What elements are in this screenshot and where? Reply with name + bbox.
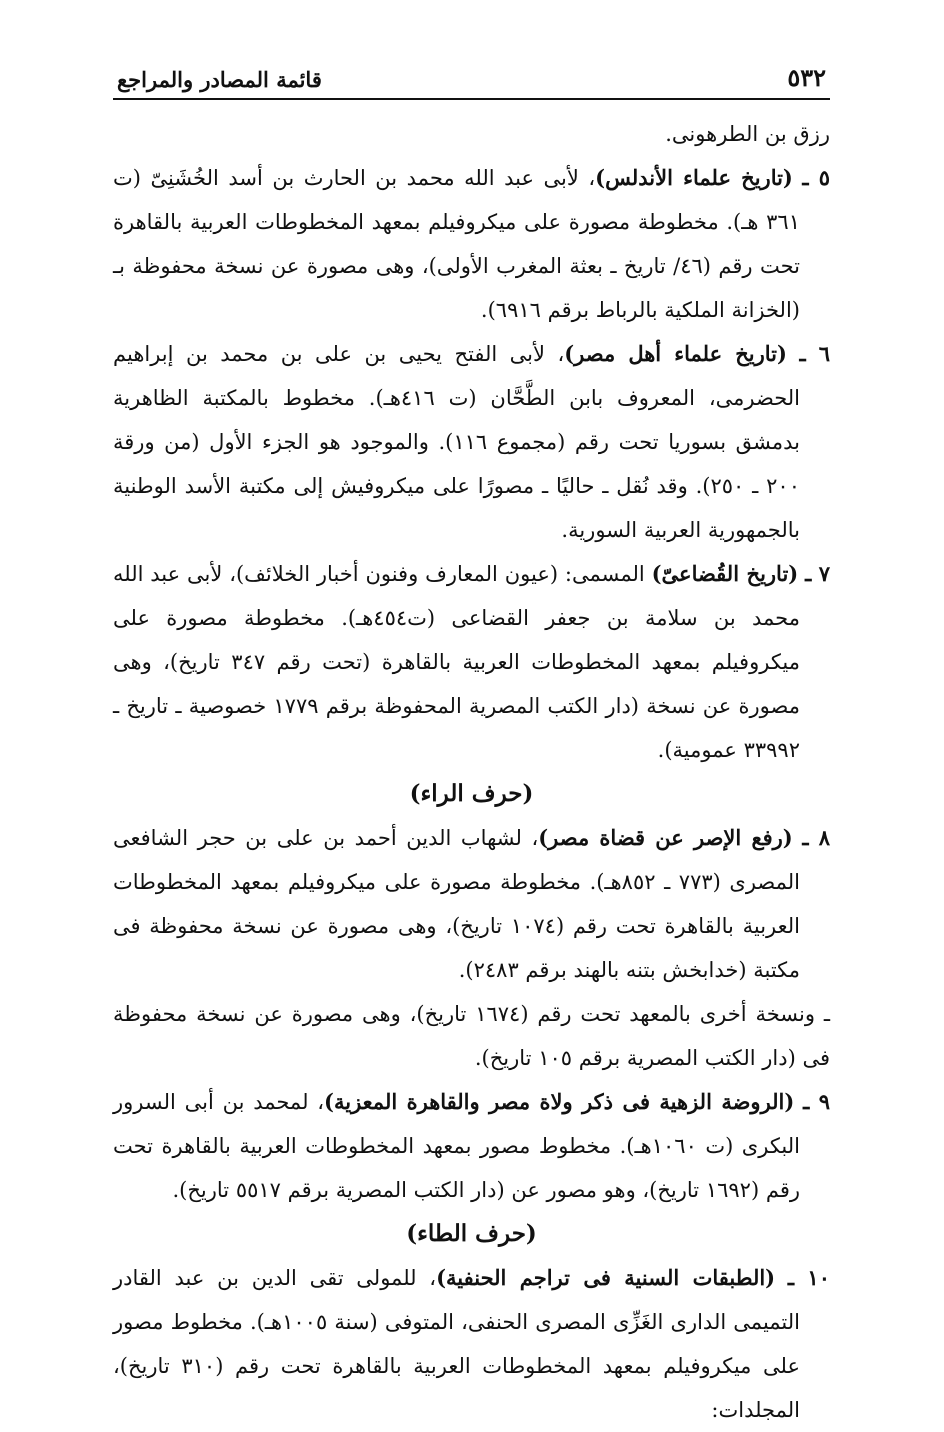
- entry-10: [113, 1256, 830, 1432]
- entry-text: المسمى: (عيون المعارف وفنون أخبار الخلائف)، لأبى عبد الله محمد بن سلامة بن جعفر القضاعى (ت٤٥٤هـ). مخطوطة مصورة على ميكروفيلم بمعهد المخطوطات العربية بالقاهرة (تحت رقم ٣٤٧ تاريخ)، وهى مصورة عن نسخة (دار الكتب المصرية المحفوظة برقم ١٧٧٩ خصوصية ـ تاريخ ـ ٣٣٩٩٢ عمومية).: [113, 562, 801, 762]
- page-content: [113, 112, 830, 1432]
- section-heading-ra: (حرف الراء): [409, 780, 534, 807]
- entry-number: ٧ ـ: [805, 561, 831, 586]
- entry-7: [113, 552, 830, 772]
- page-header: [113, 60, 830, 100]
- intro-line: رزق بن الطرهونى.: [665, 122, 830, 146]
- page-number: ٥٣٢: [787, 63, 826, 92]
- entry-title: (تاريخ علماء أهل مصر): [564, 341, 787, 366]
- entry-text: ، لأبى الفتح يحيى بن على بن محمد بن إبراهيم الحضرمى، المعروف بابن الطَّحَّان (ت ٤١٦هـ). مخطوط بالمكتبة الظاهرية بدمشق بسوريا تحت رقم (مجموع ١١٦). والموجود هو الجزء الأول (من ورقة ٢٠٠ ـ ٢٥٠). وقد نُقل ـ حاليًا ـ مصورًا على ميكروفيش إلى مكتبة الأسد الوطنية بالجمهورية العربية السورية.: [113, 342, 800, 542]
- entry-text: ، لأبى عبد الله محمد بن الحارث بن أسد الخُشَنِىّ (ت ٣٦١ هـ). مخطوطة مصورة على ميكروفيلم بمعهد المخطوطات العربية بالقاهرة تحت رقم (٤٦/ تاريخ ـ بعثة المغرب الأولى)، وهى مصورة عن نسخة محفوظة بـ (الخزانة الملكية بالرباط برقم ٦٩١٦).: [113, 166, 800, 322]
- entry-number: ٥ ـ: [802, 165, 830, 190]
- section-heading-ta: (حرف الطاء): [406, 1220, 537, 1247]
- entry-number: ٦ ـ: [799, 341, 830, 366]
- entry-title: (تاريخ القُضاعىّ): [651, 561, 799, 586]
- entry-title: (تاريخ علماء الأندلس): [595, 165, 793, 190]
- entry-text: ، لمحمد بن أبى السرور البكرى (ت ١٠٦٠هـ). مخطوط مصور بمعهد المخطوطات العربية بالقاهرة تحت رقم (١٦٩٢ تاريخ)، وهو مصور عن (دار الكتب المصرية برقم ٥٥١٧ تاريخ).: [113, 1090, 800, 1202]
- entry-title: (رفع الإصر عن قضاة مصر): [538, 825, 793, 850]
- entry-5: [113, 156, 830, 332]
- entry-8: [113, 816, 830, 992]
- running-title: قائمة المصادر والمراجع: [117, 67, 322, 92]
- entry-9: [113, 1080, 830, 1212]
- entry-number: ١٠ ـ: [787, 1265, 830, 1290]
- entry-number: ٨ ـ: [802, 825, 830, 850]
- entry-title: (الطبقات السنية فى تراجم الحنفية): [436, 1265, 776, 1290]
- entry-6: [113, 332, 830, 552]
- entry-8-extra: ـ ونسخة أخرى بالمعهد تحت رقم (١٦٧٤ تاريخ)، وهى مصورة عن نسخة محفوظة فى (دار الكتب المصرية برقم ١٠٥ تاريخ).: [113, 1002, 830, 1070]
- entry-title: (الروضة الزهية فى ذكر ولاة مصر والقاهرة المعزية): [324, 1089, 795, 1114]
- entry-text: ، لشهاب الدين أحمد بن على بن حجر الشافعى المصرى (٧٧٣ ـ ٨٥٢هـ). مخطوطة مصورة على ميكروفيلم بمعهد المخطوطات العربية بالقاهرة تحت رقم (١٠٧٤ تاريخ)، وهى مصورة عن نسخة محفوظة فى مكتبة (خدابخش بتنه بالهند برقم ٢٤٨٣).: [113, 826, 801, 982]
- entry-number: ٩ ـ: [803, 1089, 830, 1114]
- entry-text: ، للمولى تقى الدين بن عبد القادر التميمى الدارى الغَزِّى المصرى الحنفى، المتوفى (سنة ١٠٠٥هـ). مخطوط مصور على ميكروفيلم بمعهد المخطوطات العربية بالقاهرة تحت رقم (٣١٠ تاريخ)، المجلدات:: [113, 1266, 800, 1422]
